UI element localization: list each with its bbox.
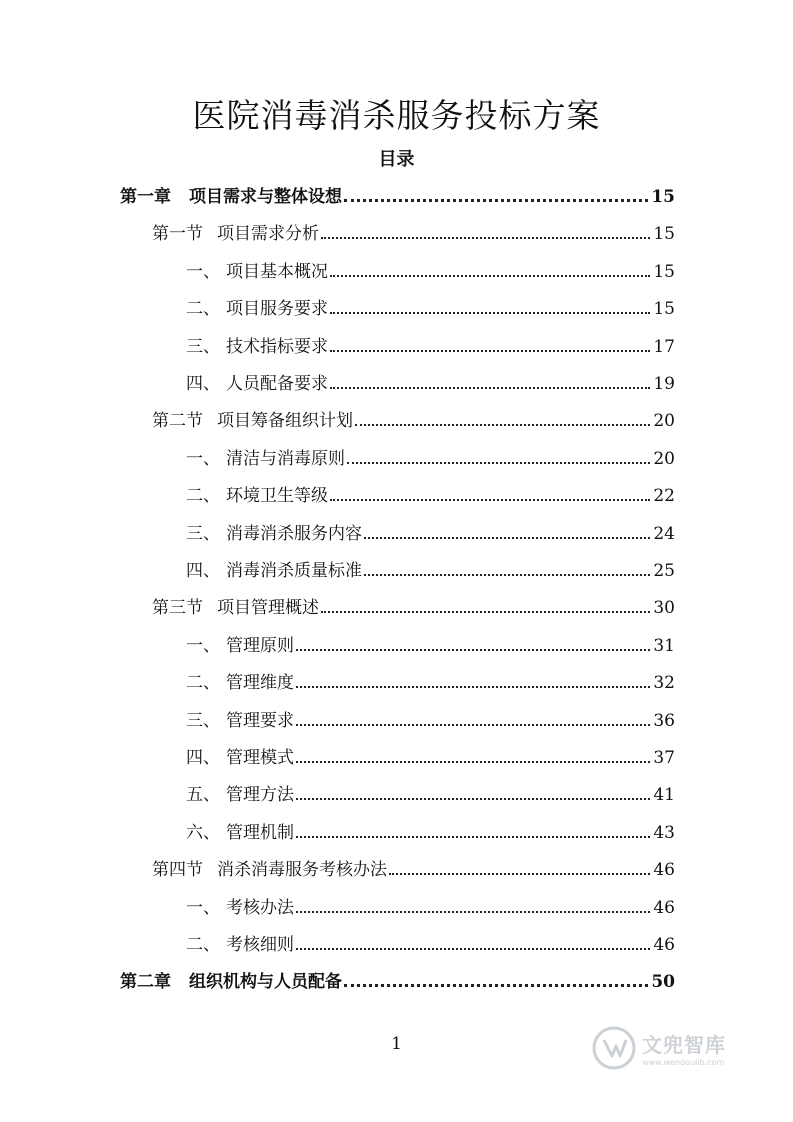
toc-entry-page: 41 — [653, 785, 675, 805]
toc-dot-leader — [347, 461, 650, 464]
toc-entry-title: 管理原则 — [226, 636, 294, 656]
toc-dot-leader — [330, 311, 650, 314]
toc-entry-title: 管理要求 — [226, 711, 294, 731]
toc-dot-leader — [344, 983, 648, 987]
toc-entry[interactable] — [186, 369, 675, 394]
toc-entry-title: 组织机构与人员配备 — [189, 972, 342, 992]
toc-entry-page: 36 — [653, 711, 675, 731]
toc-entry[interactable] — [186, 444, 675, 469]
toc-entry-number: 三、 — [186, 711, 220, 731]
toc-entry-number: 二、 — [186, 673, 220, 693]
watermark-name: 文兜智库 — [642, 1033, 726, 1057]
toc-entry-page: 50 — [651, 972, 675, 992]
toc-dot-leader — [330, 498, 650, 501]
toc-dot-leader — [296, 947, 650, 950]
toc-entry[interactable] — [152, 855, 675, 880]
toc-entry-number: 二、 — [186, 486, 220, 506]
toc-entry-number: 一、 — [186, 898, 220, 918]
page-number: 1 — [391, 1034, 402, 1054]
toc-entry-number: 二、 — [186, 299, 220, 319]
toc-entry[interactable] — [186, 631, 675, 656]
toc-dot-leader — [296, 797, 650, 800]
toc-entry[interactable] — [186, 818, 675, 843]
toc-entry[interactable] — [186, 257, 675, 282]
toc-entry-page: 15 — [653, 224, 675, 244]
toc-entry-number: 三、 — [186, 337, 220, 357]
watermark-logo-icon — [592, 1026, 636, 1070]
toc-entry-page: 46 — [653, 935, 675, 955]
toc-entry[interactable] — [186, 668, 675, 693]
toc-entry-title: 清洁与消毒原则 — [226, 449, 345, 469]
toc-entry[interactable] — [152, 593, 675, 618]
toc-entry-page: 22 — [653, 486, 675, 506]
toc-entry-number: 第二章 — [120, 972, 171, 992]
toc-entry-title: 环境卫生等级 — [226, 486, 328, 506]
toc-heading: 目录 — [378, 149, 415, 170]
toc-entry-page: 20 — [653, 449, 675, 469]
toc-entry-number: 第一节 — [152, 224, 203, 244]
toc-entry-page: 30 — [653, 598, 675, 618]
toc-entry[interactable] — [186, 893, 675, 918]
toc-dot-leader — [344, 198, 648, 202]
toc-entry-page: 24 — [653, 524, 675, 544]
toc-entry-number: 第一章 — [120, 187, 171, 207]
toc-entry-page: 37 — [653, 748, 675, 768]
toc-entry-number: 一、 — [186, 449, 220, 469]
toc-entry-page: 46 — [653, 898, 675, 918]
toc-entry-page: 15 — [651, 187, 675, 207]
toc-dot-leader — [389, 872, 650, 875]
toc-dot-leader — [296, 910, 650, 913]
toc-entry-page: 20 — [653, 411, 675, 431]
toc-dot-leader — [296, 760, 650, 763]
watermark — [592, 1022, 762, 1074]
toc-entry[interactable] — [120, 182, 675, 207]
toc-entry-title: 考核办法 — [226, 898, 294, 918]
toc-entry[interactable] — [186, 332, 675, 357]
toc-entry-number: 一、 — [186, 636, 220, 656]
toc-entry-title: 考核细则 — [226, 935, 294, 955]
toc-entry-title: 项目管理概述 — [217, 598, 319, 618]
toc-entry-page: 17 — [653, 337, 675, 357]
toc-entry-page: 15 — [653, 262, 675, 282]
toc-entry-number: 六、 — [186, 823, 220, 843]
toc-dot-leader — [296, 685, 650, 688]
toc-entry-title: 项目需求分析 — [217, 224, 319, 244]
toc-entry-number: 第四节 — [152, 860, 203, 880]
toc-dot-leader — [330, 349, 650, 352]
toc-entry-title: 项目需求与整体设想 — [189, 187, 342, 207]
toc-entry[interactable] — [186, 556, 675, 581]
toc-entry-title: 人员配备要求 — [226, 374, 328, 394]
toc-entry[interactable] — [186, 481, 675, 506]
toc-entry[interactable] — [186, 706, 675, 731]
watermark-url: www.wendoulib.com — [642, 1058, 725, 1067]
toc-entry-page: 15 — [653, 299, 675, 319]
toc-entry-page: 31 — [653, 636, 675, 656]
toc-entry-number: 二、 — [186, 935, 220, 955]
toc-entry-page: 46 — [653, 860, 675, 880]
document-title: 医院消毒消杀服务投标方案 — [192, 96, 601, 135]
toc-entry-title: 技术指标要求 — [226, 337, 328, 357]
toc-dot-leader — [296, 835, 650, 838]
toc-entry-number: 一、 — [186, 262, 220, 282]
toc-entry[interactable] — [186, 780, 675, 805]
toc-dot-leader — [355, 423, 650, 426]
toc-entry-title: 项目筹备组织计划 — [217, 411, 353, 431]
toc-entry-title: 管理方法 — [226, 785, 294, 805]
toc-entry-number: 第三节 — [152, 598, 203, 618]
toc-dot-leader — [321, 236, 650, 239]
toc-dot-leader — [296, 648, 650, 651]
toc-dot-leader — [364, 573, 650, 576]
toc-entry-title: 项目基本概况 — [226, 262, 328, 282]
toc-entry[interactable] — [186, 743, 675, 768]
toc-entry-title: 消毒消杀服务内容 — [226, 524, 362, 544]
toc-entry-number: 四、 — [186, 561, 220, 581]
toc-dot-leader — [321, 610, 650, 613]
toc-entry-number: 三、 — [186, 524, 220, 544]
toc-entry-title: 管理模式 — [226, 748, 294, 768]
toc-entry-number: 五、 — [186, 785, 220, 805]
toc-entry[interactable] — [186, 519, 675, 544]
toc-entry-title: 消毒消杀质量标准 — [226, 561, 362, 581]
toc-dot-leader — [330, 274, 650, 277]
toc-entry-title: 消杀消毒服务考核办法 — [217, 860, 387, 880]
toc-entry-number: 第二节 — [152, 411, 203, 431]
toc-dot-leader — [296, 723, 650, 726]
toc-dot-leader — [364, 536, 650, 539]
toc-entry[interactable] — [152, 406, 675, 431]
toc-entry-title: 项目服务要求 — [226, 299, 328, 319]
toc-entry-page: 19 — [653, 374, 675, 394]
toc-entry-page: 25 — [653, 561, 675, 581]
toc-entry[interactable] — [120, 967, 675, 992]
toc-entry-page: 32 — [653, 673, 675, 693]
toc-dot-leader — [330, 386, 650, 389]
toc-entry-page: 43 — [653, 823, 675, 843]
toc-entry[interactable] — [186, 930, 675, 955]
toc-entry-title: 管理机制 — [226, 823, 294, 843]
toc-entry-title: 管理维度 — [226, 673, 294, 693]
toc-entry-number: 四、 — [186, 374, 220, 394]
toc-entry[interactable] — [186, 294, 675, 319]
toc-entry-number: 四、 — [186, 748, 220, 768]
toc-entry[interactable] — [152, 219, 675, 244]
